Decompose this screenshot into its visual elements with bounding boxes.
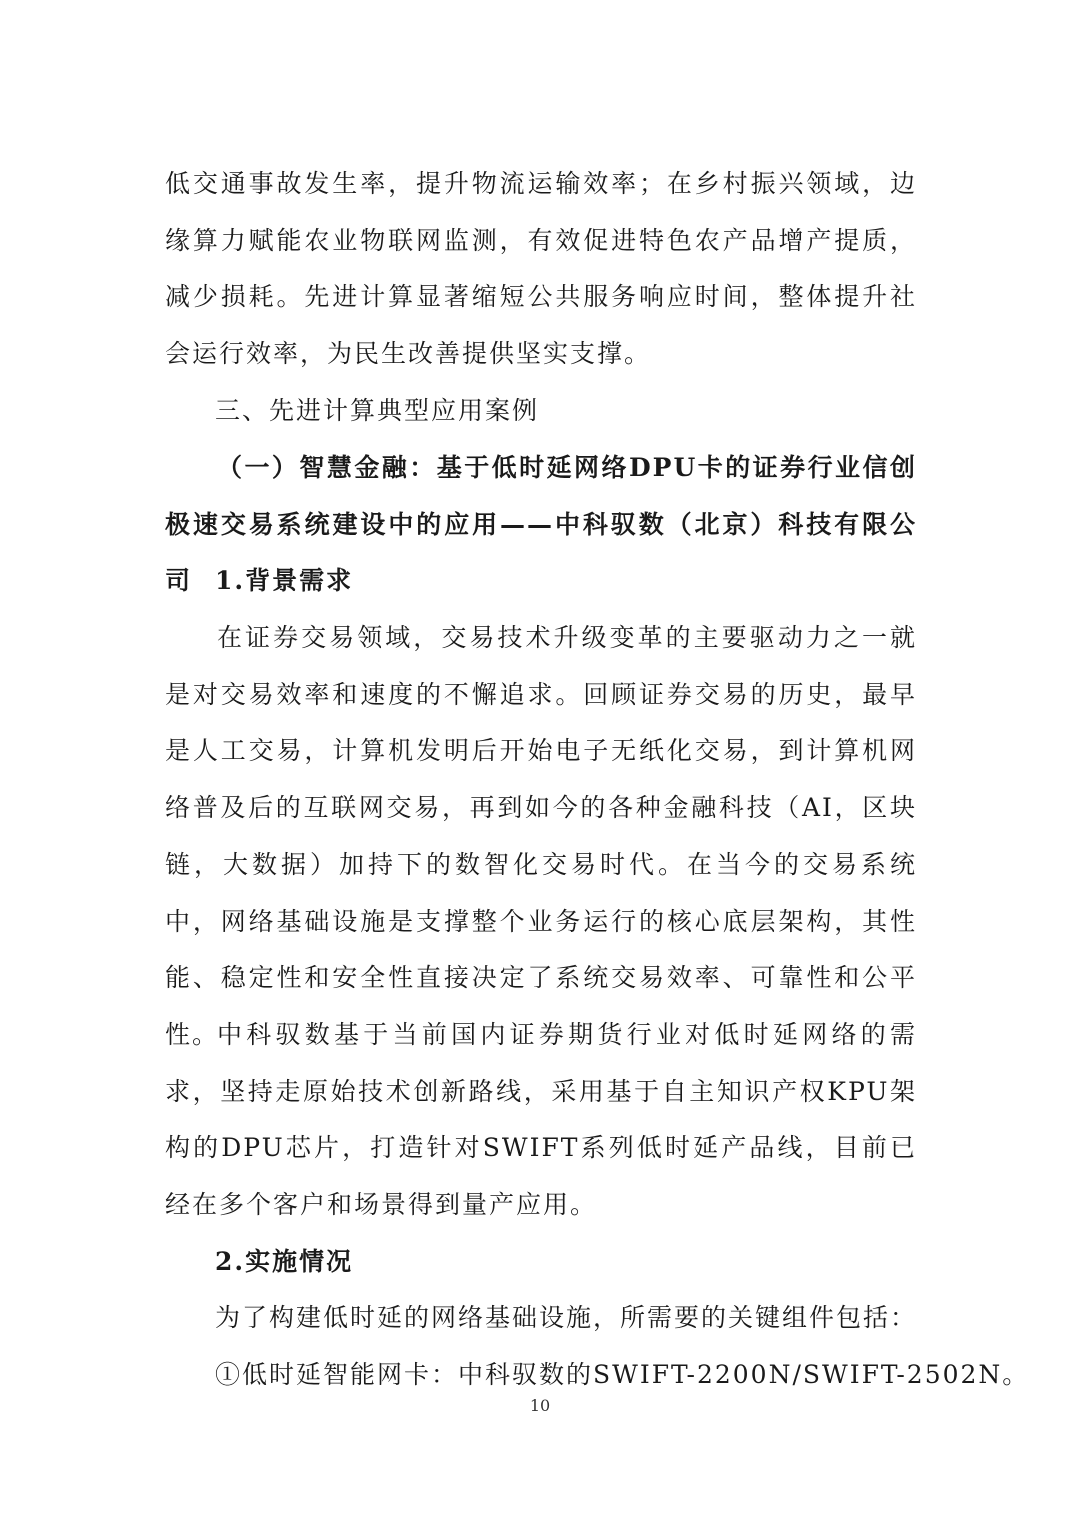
subheading-implementation: 2.实施情况 [215, 1247, 354, 1276]
paragraph-background-1: 在证券交易领域，交易技术升级变革的主要驱动力之一就是对交易效率和速度的不懈追求。回顾证券交易的历史，最早是人工交易，计算机发明后开始电子无纸化交易，到计算机网络普及后的互联网交易，再到如今的各种金融科技（AI，区块链，大数据）加持下的数智化交易时代。在当今的交易系统中，网络基础设施是支撑整个业务运行的核心底层架构，其性能、稳定性和安全性直接决定了系统交易效率、可靠性和公平性。 [165, 623, 917, 1049]
page-number: 10 [529, 1396, 551, 1415]
subheading-background: 1.背景需求 [215, 566, 354, 595]
paragraph-background-2: 中科驭数基于当前国内证券期货行业对低时延网络的需求，坚持走原始技术创新路线，采用基于自主知识产权KPU架构的DPU芯片，打造针对SWIFT系列低时延产品线，目前已经在多个客户和场景得到量产应用。 [165, 1020, 917, 1220]
list-item: ①低时延智能网卡：中科驭数的SWIFT-2200N/SWIFT-2502N。 [215, 1360, 1030, 1389]
case-title: （一）智慧金融：基于低时延网络DPU卡的证券行业信创极速交易系统建设中的应用——中科驭数（北京）科技有限公司 [165, 453, 917, 596]
paragraph-implementation-intro: 为了构建低时延的网络基础设施，所需要的关键组件包括： [215, 1303, 918, 1332]
section-heading: 三、先进计算典型应用案例 [215, 396, 540, 425]
paragraph-continued: 低交通事故发生率，提升物流运输效率；在乡村振兴领域，边缘算力赋能农业物联网监测，有效促进特色农产品增产提质，减少损耗。先进计算显著缩短公共服务响应时间，整体提升社会运行效率，为民生改善提供坚实支撑。 [165, 169, 917, 369]
